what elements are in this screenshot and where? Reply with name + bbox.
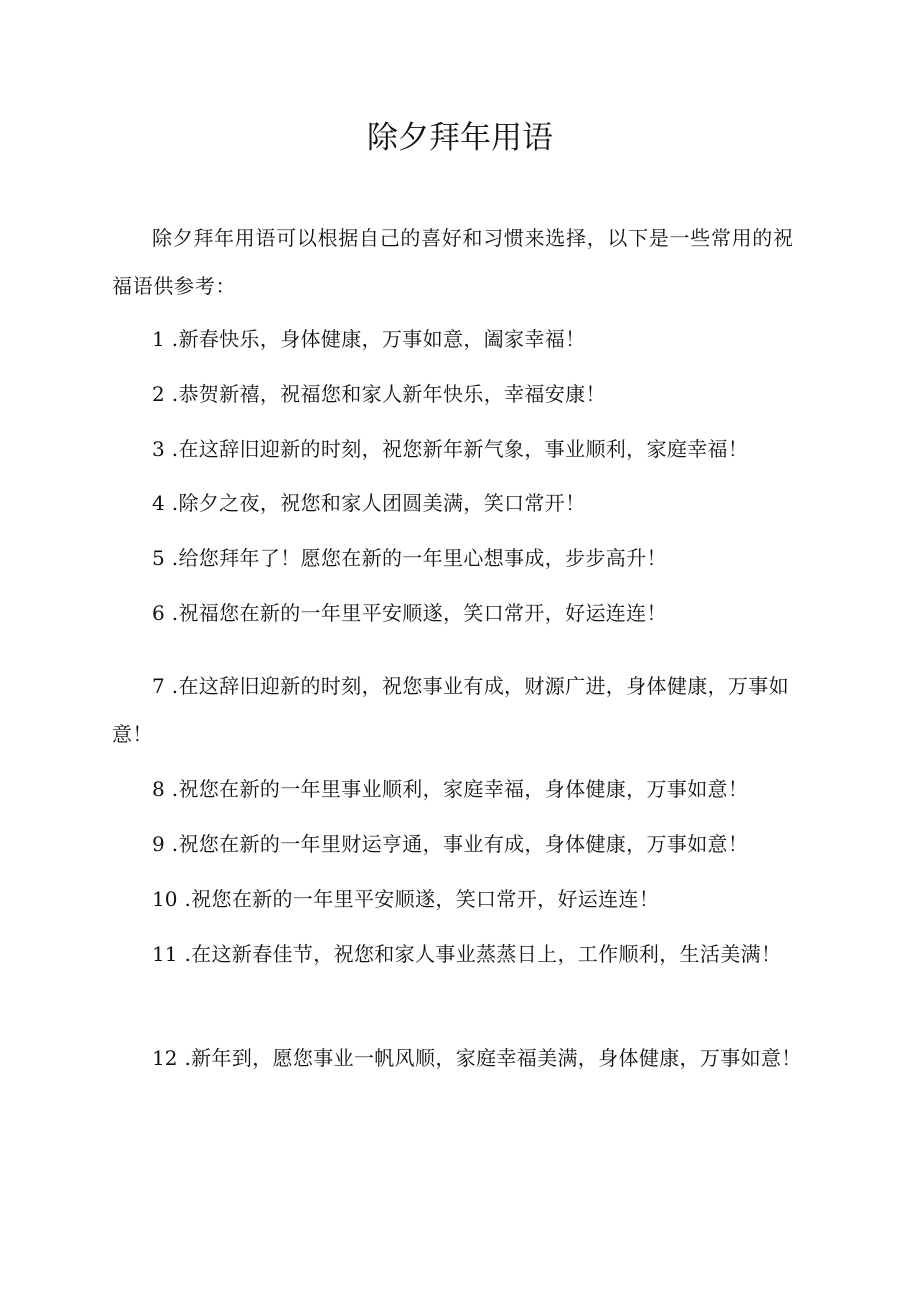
blessing-number: 3 [152, 437, 165, 461]
blessing-number: 6 [152, 601, 165, 625]
blessing-item-4 [112, 479, 812, 527]
blessing-text: .在这辞旧迎新的时刻，祝您事业有成，财源广进，身体健康，万事如意！ [112, 674, 789, 746]
blessing-text: .祝您在新的一年里财运亨通，事业有成，身体健康，万事如意！ [171, 832, 749, 856]
blessing-text: .在这辞旧迎新的时刻，祝您新年新气象，事业顺利，家庭幸福！ [171, 437, 749, 461]
blessing-text: .祝福您在新的一年里平安顺遂，笑口常开，好运连连！ [171, 601, 667, 625]
blessing-number: 2 [152, 382, 165, 406]
blessing-item-12 [112, 1034, 812, 1082]
blessing-number: 9 [152, 832, 165, 856]
blessing-number: 5 [152, 546, 165, 570]
blessing-item-11 [112, 930, 812, 978]
intro-paragraph: 除夕拜年用语可以根据自己的喜好和习惯来选择，以下是一些常用的祝福语供参考： [112, 226, 794, 298]
blessing-text: .祝您在新的一年里事业顺利，家庭幸福，身体健康，万事如意！ [171, 777, 749, 801]
blessing-item-3 [112, 425, 812, 473]
blessing-text: .在这新春佳节，祝您和家人事业蒸蒸日上，工作顺利，生活美满！ [184, 942, 782, 966]
blessing-number: 8 [152, 777, 165, 801]
blessing-item-9 [112, 820, 812, 868]
blessing-number: 10 [152, 887, 178, 911]
blessing-text: .新年到，愿您事业一帆风顺，家庭幸福美满，身体健康，万事如意！ [184, 1046, 802, 1070]
blessing-number: 4 [152, 491, 165, 515]
blessing-text: .给您拜年了！愿您在新的一年里心想事成，步步高升！ [171, 546, 667, 570]
blessing-number: 11 [152, 942, 178, 966]
blessing-item-7 [112, 662, 812, 758]
blessing-item-5 [112, 534, 812, 582]
blessing-number: 1 [152, 327, 165, 351]
blessing-number: 12 [152, 1046, 178, 1070]
blessing-item-2 [112, 370, 812, 418]
blessing-item-10 [112, 875, 812, 923]
blessing-text: .恭贺新禧，祝福您和家人新年快乐，幸福安康！ [171, 382, 606, 406]
blessing-text: .新春快乐，身体健康，万事如意，阖家幸福！ [171, 327, 586, 351]
blessing-number: 7 [152, 674, 165, 698]
blessing-text: .除夕之夜，祝您和家人团圆美满，笑口常开！ [171, 491, 586, 515]
document-title: 除夕拜年用语 [367, 120, 553, 156]
blessing-item-1 [112, 315, 812, 363]
blessing-text: .祝您在新的一年里平安顺遂，笑口常开，好运连连！ [184, 887, 660, 911]
blessing-item-8 [112, 765, 812, 813]
blessing-item-6 [112, 589, 812, 637]
